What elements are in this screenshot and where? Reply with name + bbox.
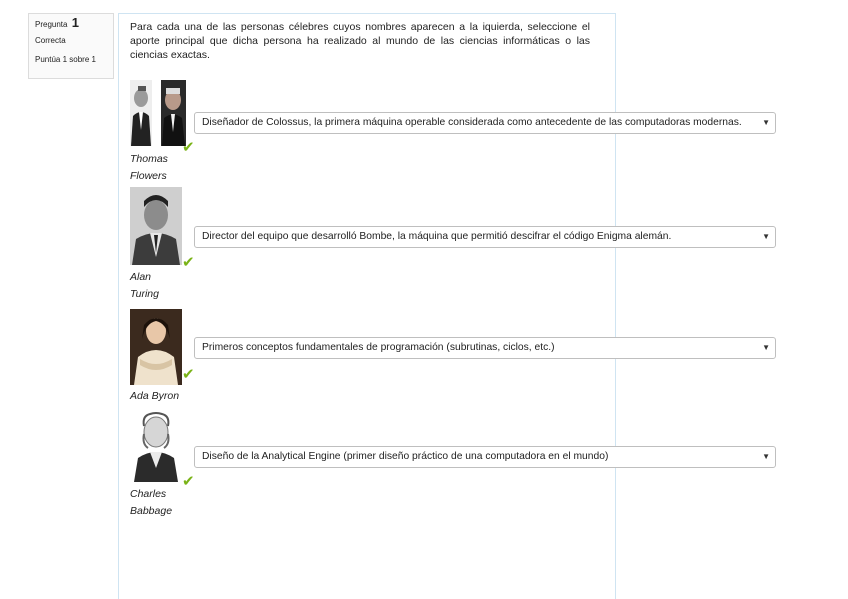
question-info-box xyxy=(28,13,114,79)
question-number: 1 xyxy=(71,15,79,30)
person-row-byron xyxy=(130,309,195,405)
check-icon: ✔ xyxy=(182,473,195,490)
name-line-1: Thomas xyxy=(130,153,168,165)
selected-answer: Primeros conceptos fundamentales de programación (subrutinas, ciclos, etc.) xyxy=(202,342,555,353)
byron-photo xyxy=(130,309,182,385)
person-name-flowers xyxy=(130,151,190,185)
answer-select-byron[interactable] xyxy=(194,337,776,359)
name-line-1: Ada Byron xyxy=(130,390,180,402)
check-icon: ✔ xyxy=(182,254,195,271)
check-icon: ✔ xyxy=(182,139,195,156)
caret-down-icon: ▼ xyxy=(762,232,770,241)
answer-select-flowers[interactable] xyxy=(194,112,776,134)
name-line-2: Babbage xyxy=(130,505,173,517)
person-name-babbage xyxy=(130,486,190,520)
question-label: Pregunta xyxy=(35,20,68,29)
question-text: Para cada una de las personas célebres cuyos nombres aparecen a la iquierda, seleccione el aporte principal que dicha persona ha realizado al mundo de las ciencias informáticas o las ciencias exactas. xyxy=(130,21,590,61)
flowers-photo xyxy=(130,80,186,146)
person-row-turing xyxy=(130,187,195,303)
answer-select-turing[interactable] xyxy=(194,226,776,248)
selected-answer: Diseño de la Analytical Engine (primer diseño práctico de una computadora en el mundo) xyxy=(202,451,609,462)
name-line-1: Charles xyxy=(130,488,167,500)
byron-portrait-image xyxy=(130,309,182,385)
question-grade: Puntúa 1 sobre 1 xyxy=(35,55,96,64)
selected-answer: Director del equipo que desarrolló Bombe, la máquina que permitió descifrar el código Enigma alemán. xyxy=(202,231,672,242)
caret-down-icon: ▼ xyxy=(762,452,770,461)
check-icon: ✔ xyxy=(182,366,195,383)
person-row-flowers xyxy=(130,80,195,185)
question-number-line xyxy=(35,15,107,30)
turing-photo xyxy=(130,187,182,265)
babbage-photo xyxy=(130,408,182,482)
name-line-1: Alan xyxy=(130,271,152,283)
person-row-babbage xyxy=(130,408,195,520)
name-line-2: Turing xyxy=(130,288,159,300)
selected-answer: Diseñador de Colossus, la primera máquina operable considerada como antecedente de las computadoras modernas. xyxy=(202,117,742,128)
question-state: Correcta xyxy=(35,36,66,45)
caret-down-icon: ▼ xyxy=(762,118,770,127)
question-content-panel xyxy=(118,13,616,599)
person-name-byron xyxy=(130,388,190,405)
name-line-2: Flowers xyxy=(130,170,167,182)
flowers-portrait-image xyxy=(130,80,186,146)
caret-down-icon: ▼ xyxy=(762,343,770,352)
answer-select-babbage[interactable] xyxy=(194,446,776,468)
turing-portrait-image xyxy=(130,187,182,265)
babbage-portrait-image xyxy=(130,408,182,482)
person-name-turing xyxy=(130,269,190,303)
